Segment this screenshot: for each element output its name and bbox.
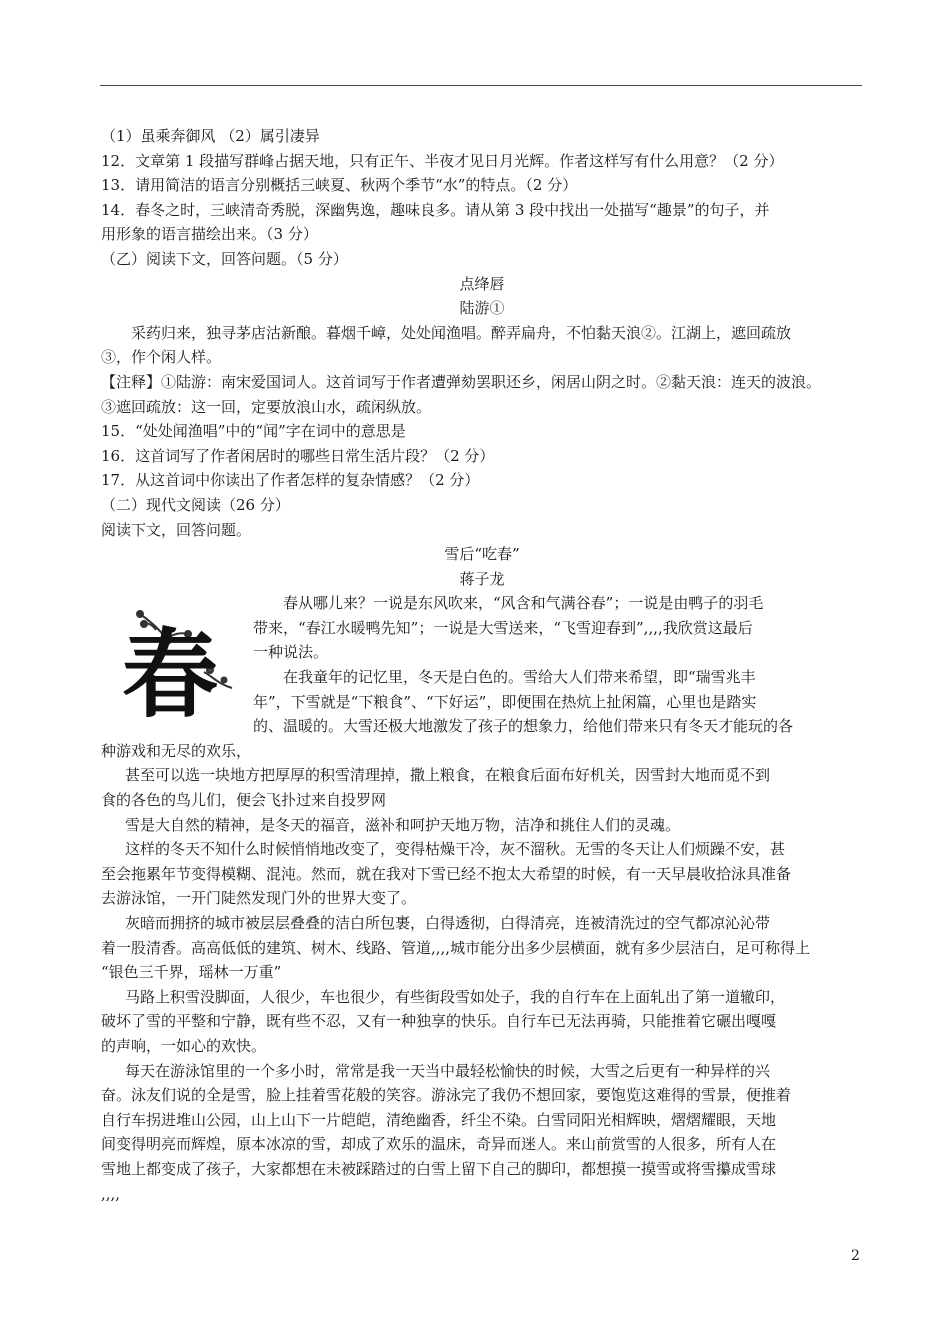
question-14: 14．春冬之时，三峡清奇秀脱，深幽隽逸，趣味良多。请从第 3 段中找出一处描写“趣景”的句子，并 [101, 200, 770, 219]
essay-line: 奋。泳友们说的全是雪，脸上挂着雪花般的笑容。游泳完了我仍不想回家，要饱览这难得的雪景，便推着 [101, 1086, 792, 1105]
essay-line: 的、温暖的。大雪还极大地激发了孩子的想象力，给他们带来只有冬天才能玩的各 [253, 717, 794, 736]
essay-line: 灰暗而拥挤的城市被层层叠叠的洁白所包裹，白得透彻，白得清亮，连被清洗过的空气都凉沁沁带 [125, 914, 771, 932]
poem-body-cont: ③，作个闲人样。 [101, 348, 222, 367]
page-number: 2 [851, 1248, 860, 1264]
essay-line: “银色三千界，瑶林一万重” [101, 963, 282, 982]
essay-line: 马路上积雪没脚面，人很少，车也很少，有些街段雪如处子，我的自行车在上面轧出了第一道辙印， [125, 987, 786, 1006]
poem-note-cont: ③遮回疏放：这一回，定要放浪山水，疏闲纵放。 [101, 397, 432, 416]
essay-line: 甚至可以选一块地方把厚厚的积雪清理掉，撒上粮食，在粮食后面布好机关，因雪封大地而觅不到 [125, 766, 771, 785]
reading-instruction: 阅读下文，回答问题。 [101, 520, 252, 539]
essay-line: 雪地上都变成了孩子，大家都想在未被踩踏过的白雪上留下自己的脚印，都想摸一摸雪或将雪攥成雪球 [101, 1159, 777, 1178]
section-yi-heading: （乙）阅读下文，回答问题。（5 分） [101, 249, 348, 268]
top-rule [100, 85, 862, 86]
essay-line: 破坏了雪的平整和宁静，既有些不忍，又有一种独享的快乐。自行车已无法再骑，只能推着它碾出嘎嘎 [101, 1012, 777, 1031]
question-12: 12．文章第 1 段描写群峰占据天地，只有正午、半夜才见日月光辉。作者这样写有什么用意？（2 分） [101, 151, 784, 170]
essay-line: 每天在游泳馆里的一个多小时，常常是我一天当中最轻松愉快的时候，大雪之后更有一种异样的兴 [125, 1061, 771, 1080]
essay-line: 至会拖累年节变得模糊、混沌。然而，就在我对下雪已经不抱太大希望的时候，有一天早晨收拾泳具准备 [101, 864, 792, 883]
page-content [101, 124, 863, 1206]
essay-line: 春从哪儿来？一说是东风吹来，“风含和气满谷春”；一说是由鸭子的羽毛 [283, 594, 764, 613]
question-16: 16．这首词写了作者闲居时的哪些日常生活片段？（2 分） [101, 446, 495, 465]
essay-line: 着一股清香。高高低低的建筑、树木、线路、管道,,,,城市能分出多少层横面，就有多少层洁白，足可称得上 [101, 938, 811, 957]
poem-author: 陆游① [459, 299, 505, 318]
question-15: 15．“处处闻渔唱”中的“闻”字在词中的意思是 [101, 422, 406, 441]
answer-line: （1）虽乘奔御风 （2）属引凄异 [101, 127, 320, 145]
essay-line: 一种说法。 [253, 643, 329, 662]
poem-title: 点绛唇 [459, 274, 505, 293]
essay-line: 的声响，一如心的欢快。 [101, 1036, 267, 1055]
question-13: 13．请用简洁的语言分别概括三峡夏、秋两个季节“水”的特点。（2 分） [101, 176, 578, 195]
essay-line: 去游泳馆，一开门陡然发现门外的世界大变了。 [101, 889, 417, 908]
poem-note: 【注释】①陆游：南宋爱国词人。这首词写于作者遭弹劾罢职还乡，闲居山阴之时。②黏天浪：连天的波浪。 [101, 372, 822, 391]
essay-line: 这样的冬天不知什么时候悄悄地改变了，变得枯燥干冷，灰不溜秋。无雪的冬天让人们烦躁不安，甚 [125, 840, 786, 859]
essay-title: 雪后“吃春” [444, 545, 520, 564]
poem-body: 采药归来，独寻茅店沽新酿。暮烟千嶂，处处闻渔唱。醉弄扁舟，不怕黏天浪②。江湖上，遮回疏放 [131, 323, 792, 342]
essay-line: 食的各色的鸟儿们，便会飞扑过来自投罗网 [101, 791, 387, 810]
essay-line: 带来，“春江水暖鸭先知”；一说是大雪送来，“飞雪迎春到”,,,,我欣赏这最后 [253, 618, 753, 637]
section-modern-heading: （二）现代文阅读（26 分） [101, 495, 290, 514]
essay-line: 自行车拐进堆山公园，山上山下一片皑皑，清绝幽香，纤尘不染。白雪同阳光相辉映，熠熠耀眼，天地 [101, 1110, 777, 1129]
question-17: 17．从这首词中你读出了作者怎样的复杂情感？（2 分） [101, 471, 480, 490]
essay-line: 种游戏和无尽的欢乐， [101, 741, 252, 760]
essay-line: 间变得明亮而辉煌，原本冰凉的雪，却成了欢乐的温床，奇异而迷人。来山前赏雪的人很多，所有人在 [101, 1135, 777, 1154]
essay-line: 年”，下雪就是“下粮食”、“下好运”，即便围在热炕上扯闲篇，心里也是踏实 [253, 692, 757, 711]
essay-float-block [101, 591, 863, 739]
calligraphy-char: 春 [122, 618, 218, 722]
essay-line: 雪是大自然的精神，是冬天的福音，滋补和呵护天地万物，洁净和挑住人们的灵魂。 [125, 815, 681, 834]
essay-author: 蒋子龙 [459, 569, 505, 588]
essay-line: ,,,, [101, 1184, 121, 1203]
question-14-cont: 用形象的语言描绘出来。（3 分） [101, 225, 318, 244]
essay-line: 在我童年的记忆里，冬天是白色的。雪给大人们带来希望，即“瑞雪兆丰 [283, 668, 756, 687]
